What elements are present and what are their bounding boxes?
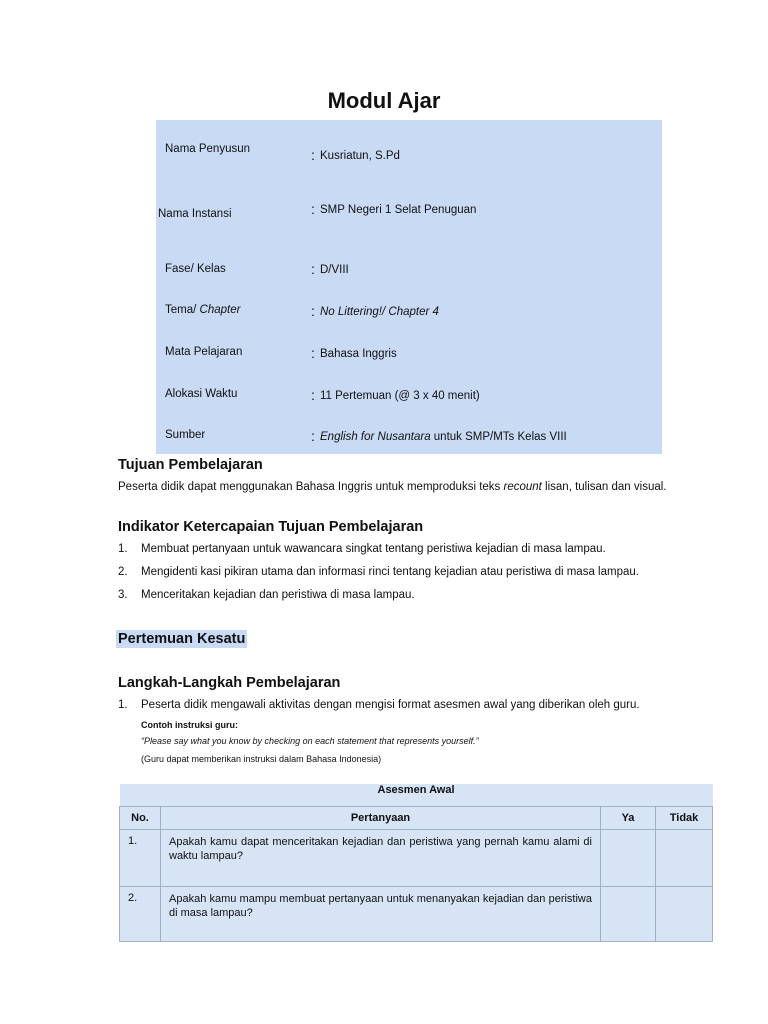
tidak-checkbox-cell[interactable] — [656, 830, 713, 887]
indikator-item-text: Menceritakan kejadian dan peristiwa di masa lampau. — [141, 589, 415, 601]
info-label-sumber: Sumber — [165, 429, 206, 441]
indikator-item-text: Membuat pertanyaan untuk wawancara singkat tentang peristiwa kejadian di masa lampau. — [141, 543, 606, 555]
row-question: Apakah kamu dapat menceritakan kejadian dan peristiwa yang pernah kamu alami di waktu lampau? — [161, 830, 601, 887]
langkah-item-number: 1. — [118, 699, 128, 711]
info-colon: : — [311, 201, 315, 217]
info-label-tema-chapter — [165, 304, 240, 316]
info-label-mata-pelajaran: Mata Pelajaran — [165, 346, 243, 358]
info-label-alokasi-waktu: Alokasi Waktu — [165, 388, 238, 400]
info-colon: : — [311, 345, 315, 361]
indikator-item-text: Mengidenti kasi pikiran utama dan informasi rinci tentang kejadian atau peristiwa di masa lampau. — [141, 566, 639, 578]
info-colon: : — [311, 387, 315, 403]
column-header-tidak: Tidak — [656, 807, 713, 830]
asesmen-caption: Asesmen Awal — [120, 784, 713, 807]
tujuan-text-italic: recount — [503, 481, 542, 493]
ya-checkbox-cell[interactable] — [601, 830, 656, 887]
module-info-box — [156, 120, 662, 454]
info-value-nama-instansi: SMP Negeri 1 Selat Penuguan — [320, 204, 477, 216]
info-colon: : — [311, 428, 315, 444]
indikator-heading: Indikator Ketercapaian Tujuan Pembelajaran — [118, 519, 424, 535]
row-number: 2. — [120, 887, 161, 942]
langkah-item-text: Peserta didik mengawali aktivitas dengan mengisi format asesmen awal yang diberikan oleh guru. — [141, 699, 640, 711]
contoh-note: (Guru dapat memberikan instruksi dalam Bahasa Indonesia) — [141, 754, 382, 764]
column-header-ya: Ya — [601, 807, 656, 830]
info-label-nama-instansi: Nama Instansi — [158, 208, 232, 220]
info-value-tema-chapter: No Littering!/ Chapter 4 — [320, 306, 439, 318]
row-question: Apakah kamu mampu membuat pertanyaan untuk menanyakan kejadian dan peristiwa di masa lampau? — [161, 887, 601, 942]
tujuan-text-after: lisan, tulisan dan visual. — [541, 481, 667, 493]
table-row — [120, 830, 713, 887]
indikator-item-number: 2. — [118, 566, 128, 578]
info-value-alokasi-waktu: 11 Pertemuan (@ 3 x 40 menit) — [320, 390, 480, 402]
ya-checkbox-cell[interactable] — [601, 887, 656, 942]
tujuan-text-before: Peserta didik dapat menggunakan Bahasa Inggris untuk memproduksi teks — [118, 481, 504, 493]
asesmen-table — [119, 784, 713, 942]
info-colon: : — [311, 147, 315, 163]
info-colon: : — [311, 303, 315, 319]
indikator-item-number: 3. — [118, 589, 128, 601]
sumber-book-title: English for Nusantara — [320, 431, 431, 443]
tujuan-heading: Tujuan Pembelajaran — [118, 457, 263, 473]
info-value-fase-kelas: D/VIII — [320, 264, 349, 276]
info-label-chapter-italic: Chapter — [199, 304, 241, 316]
pertemuan-heading: Pertemuan Kesatu — [118, 631, 246, 647]
document-title: Modul Ajar — [327, 88, 441, 113]
info-value-mata-pelajaran: Bahasa Inggris — [320, 348, 397, 360]
info-label-tema-plain: Tema/ — [165, 304, 200, 316]
info-label-fase-kelas: Fase/ Kelas — [165, 263, 226, 275]
sumber-book-desc: untuk SMP/MTs Kelas VIII — [430, 431, 567, 443]
info-value-sumber — [320, 431, 567, 443]
column-header-pertanyaan: Pertanyaan — [161, 807, 601, 830]
table-row — [120, 887, 713, 942]
contoh-label: Contoh instruksi guru: — [141, 720, 238, 730]
tujuan-text — [118, 481, 667, 493]
row-number: 1. — [120, 830, 161, 887]
info-label-nama-penyusun: Nama Penyusun — [165, 143, 251, 155]
contoh-quote: “Please say what you know by checking on each statement that represents yourself.” — [141, 736, 479, 746]
langkah-heading: Langkah-Langkah Pembelajaran — [118, 675, 341, 691]
column-header-no: No. — [120, 807, 161, 830]
info-colon: : — [311, 261, 315, 277]
tidak-checkbox-cell[interactable] — [656, 887, 713, 942]
info-value-nama-penyusun: Kusriatun, S.Pd — [320, 150, 400, 162]
indikator-item-number: 1. — [118, 543, 128, 555]
